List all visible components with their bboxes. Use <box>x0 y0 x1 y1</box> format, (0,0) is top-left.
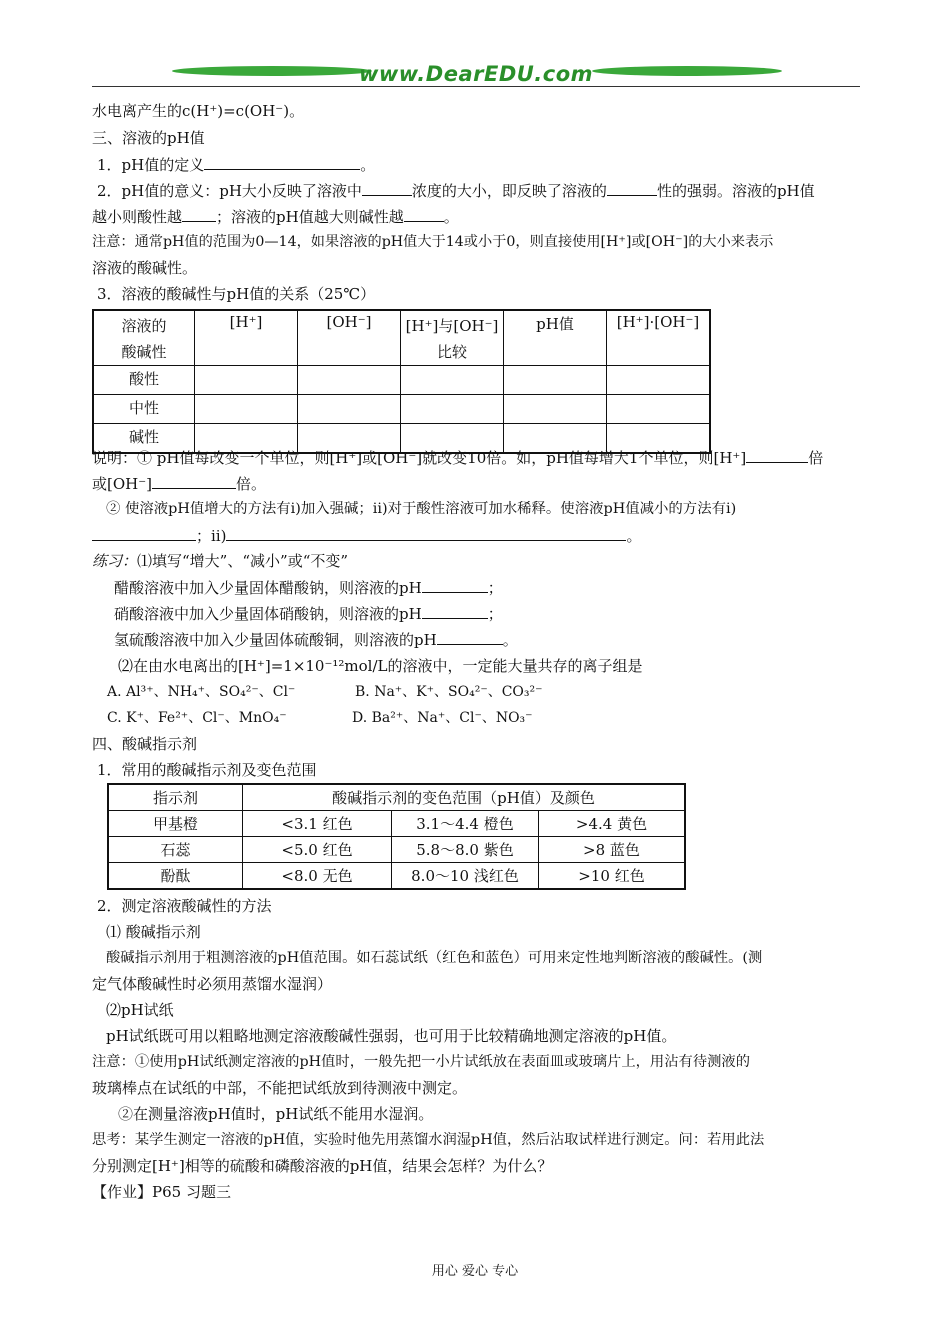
table-cell <box>504 395 607 424</box>
table-row <box>108 863 685 890</box>
thinking-question: 思考：某学生测定一溶液的pH值，实验时他先用蒸馏水润湿pH值，然后沾取试样进行测定。问：若用此法 <box>92 1132 765 1148</box>
paragraph-cont: 定气体酸碱性时必须用蒸馏水湿润） <box>92 975 333 993</box>
row-label: 酸性 <box>93 366 195 395</box>
exercise-item <box>114 629 518 650</box>
table-row <box>108 811 685 837</box>
table-cell <box>298 366 401 395</box>
explanation-1-cont <box>92 473 266 494</box>
answer-blank <box>182 206 216 222</box>
table-cell <box>401 366 504 395</box>
option-d: D. Ba²⁺、Na⁺、Cl⁻、NO₃⁻ <box>352 710 533 726</box>
header-cell: pH值 <box>504 310 607 366</box>
section-heading: 四、酸碱指示剂 <box>92 735 198 753</box>
note: 注意：通常pH值的范围为0—14，如果溶液的pH值大于14或小于0，则直接使用[H⁺]或[OH⁻]的大小来表示 <box>92 234 774 250</box>
note-cont: 溶液的酸碱性。 <box>92 259 198 277</box>
text: 。 <box>443 208 459 226</box>
table-header-row <box>93 310 710 366</box>
answer-blank <box>226 525 626 541</box>
answer-blank <box>437 629 503 645</box>
table-row <box>93 395 710 424</box>
text: 倍。 <box>236 475 267 493</box>
header-cell: 酸碱指示剂的变色范围（pH值）及颜色 <box>243 784 686 811</box>
text: 2．pH值的意义：pH大小反映了溶液中 <box>97 182 362 200</box>
paragraph: pH试纸既可用以粗略地测定溶液酸碱性强弱，也可用于比较精确地测定溶液的pH值。 <box>106 1027 677 1045</box>
note: 注意：①使用pH试纸测定溶液的pH值时，一般先把一小片试纸放在表面皿或玻璃片上，用沾有待测液的 <box>92 1054 751 1070</box>
explanation-2-cont <box>92 525 641 546</box>
header-cell: [OH⁻] <box>298 310 401 366</box>
question-2 <box>97 180 815 201</box>
table-cell: >8 蓝色 <box>539 837 686 863</box>
answer-blank <box>607 180 657 196</box>
table-cell: 8.0～10 浅红色 <box>392 863 539 890</box>
text: 硝酸溶液中加入少量固体硝酸钠，则溶液的pH <box>114 605 422 623</box>
text: 性的强弱。溶液的pH值 <box>656 182 815 200</box>
text: ；ⅱ) <box>196 527 227 545</box>
exercise-item <box>114 577 503 598</box>
site-logo: www.DearEDU.com <box>358 62 594 86</box>
note: ②在测量溶液pH值时，pH试纸不能用水湿润。 <box>118 1105 434 1123</box>
text: [H⁺]与[OH⁻] 比较 <box>405 317 499 361</box>
text: 。 <box>502 631 518 649</box>
explanation-1 <box>92 447 823 468</box>
text: 溶液的 酸碱性 <box>121 317 167 361</box>
text: 说明：① pH值每改变一个单位，则[H⁺]或[OH⁻]就改变10倍。如，pH值每增大1个单位，则[H⁺] <box>92 449 747 467</box>
option-c: C. K⁺、Fe²⁺、Cl⁻、MnO₄⁻ <box>107 710 287 726</box>
answer-blank <box>422 603 488 619</box>
table-cell: <5.0 红色 <box>243 837 392 863</box>
header-cell <box>401 310 504 366</box>
answer-blank <box>92 525 196 541</box>
question-2-cont <box>92 206 459 227</box>
header-cell: 指示剂 <box>108 784 243 811</box>
table-cell <box>504 366 607 395</box>
table-cell <box>195 395 298 424</box>
table-cell: 酚酞 <box>108 863 243 890</box>
table-row <box>93 366 710 395</box>
table-cell: 甲基橙 <box>108 811 243 837</box>
table-cell: <8.0 无色 <box>243 863 392 890</box>
table-cell: >10 红色 <box>539 863 686 890</box>
table-row <box>108 837 685 863</box>
answer-blank <box>404 206 444 222</box>
header-rule <box>92 86 860 87</box>
explanation-2: ② 使溶液pH值增大的方法有ⅰ)加入强碱；ⅱ)对于酸性溶液可加水稀释。使溶液pH值减小的方法有ⅰ) <box>106 501 737 517</box>
option-a: A. Al³⁺、NH₄⁺、SO₄²⁻、Cl⁻ <box>107 684 296 700</box>
exercise-heading <box>92 551 348 571</box>
exercise-item <box>114 603 503 624</box>
table-cell: 石蕊 <box>108 837 243 863</box>
section-heading: 三、溶液的pH值 <box>92 129 205 147</box>
header-cell <box>93 310 195 366</box>
answer-blank <box>746 447 808 463</box>
text-line: 水电离产生的c(H⁺)=c(OH⁻)。 <box>92 102 305 120</box>
text: 氢硫酸溶液中加入少量固体硫酸铜，则溶液的pH <box>114 631 437 649</box>
exercise-item: ⑵在由水电离出的[H⁺]=1×10⁻¹²mol/L的溶液中，一定能大量共存的离子组是 <box>118 657 643 675</box>
table-cell <box>298 395 401 424</box>
question-1 <box>97 154 375 175</box>
table-cell: 3.1～4.4 橙色 <box>392 811 539 837</box>
header-cell: [H⁺] <box>195 310 298 366</box>
question-3: 3．溶液的酸碱性与pH值的关系（25℃） <box>97 285 376 303</box>
table-cell <box>401 395 504 424</box>
text: 。 <box>626 527 642 545</box>
paragraph: 酸碱指示剂用于粗测溶液的pH值范围。如石蕊试纸（红色和蓝色）可用来定性地判断溶液的酸碱性。(测 <box>106 950 763 966</box>
text: 。 <box>360 156 376 174</box>
text: 醋酸溶液中加入少量固体醋酸钠，则溶液的pH <box>114 579 422 597</box>
answer-blank <box>422 577 488 593</box>
option-b: B. Na⁺、K⁺、SO₄²⁻、CO₃²⁻ <box>355 684 543 700</box>
text: 或[OH⁻] <box>92 475 153 493</box>
indicator-table <box>107 783 686 890</box>
answer-blank <box>362 180 412 196</box>
answer-blank <box>204 154 360 170</box>
table-cell: 5.8～8.0 紫色 <box>392 837 539 863</box>
table-cell <box>607 395 711 424</box>
text: ； <box>487 579 503 597</box>
text: 倍 <box>808 449 824 467</box>
text: 越小则酸性越 <box>92 208 183 226</box>
note-cont: 玻璃棒点在试纸的中部，不能把试纸放到待测液中测定。 <box>92 1079 468 1097</box>
page-header <box>92 58 860 92</box>
page-footer: 用心 爱心 专心 <box>431 1264 519 1279</box>
text: 1．pH值的定义 <box>97 156 205 174</box>
table-cell: <3.1 红色 <box>243 811 392 837</box>
table-cell <box>607 366 711 395</box>
method-heading: ⑴ 酸碱指示剂 <box>106 923 201 941</box>
text: 练习： <box>92 552 138 570</box>
thinking-question-cont: 分别测定[H⁺]相等的硫酸和磷酸溶液的pH值，结果会怎样？为什么？ <box>92 1157 553 1175</box>
table-cell: >4.4 黄色 <box>539 811 686 837</box>
row-label: 中性 <box>93 395 195 424</box>
subheading: 2．测定溶液酸碱性的方法 <box>97 897 272 915</box>
subheading: 1．常用的酸碱指示剂及变色范围 <box>97 761 317 779</box>
table-header-row <box>108 784 685 811</box>
text: ； <box>487 605 503 623</box>
table-cell <box>195 366 298 395</box>
homework: 【作业】P65 习题三 <box>92 1183 231 1201</box>
text: ；溶液的pH值越大则碱性越 <box>216 208 404 226</box>
text: 浓度的大小，即反映了溶液的 <box>411 182 607 200</box>
ph-relation-table <box>92 309 711 454</box>
text: ⑴填写“增大”、“减小”或“不变” <box>137 552 349 570</box>
method-heading: ⑵pH试纸 <box>106 1001 174 1019</box>
header-cell: [H⁺]·[OH⁻] <box>607 310 711 366</box>
answer-blank <box>152 473 236 489</box>
row-label: 碱性 <box>93 424 195 454</box>
